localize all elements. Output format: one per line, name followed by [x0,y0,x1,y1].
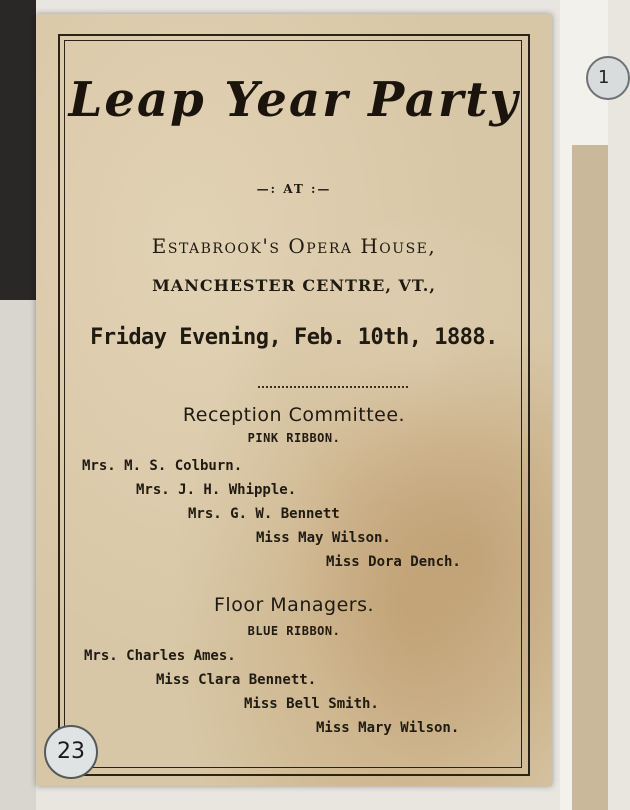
reception-name: Mrs. M. S. Colburn. [82,458,243,474]
dotted-divider [258,386,408,388]
left-paper-edge [0,300,36,810]
reception-name: Mrs. G. W. Bennett [188,506,340,522]
adjacent-page-badge: 1 [586,56,630,100]
pink-ribbon-label: PINK RIBBON. [247,431,341,445]
at-line: —: AT :— [256,182,332,196]
adjacent-card-edge [572,145,608,810]
page-number-badge: 23 [44,725,98,779]
floor-managers-heading: Floor Managers. [213,594,375,616]
floor-manager-name: Miss Mary Wilson. [316,720,460,736]
reception-name: Miss May Wilson. [256,530,391,546]
floor-manager-name: Miss Clara Bennett. [156,672,317,688]
floor-manager-name: Miss Bell Smith. [244,696,379,712]
floor-manager-name: Mrs. Charles Ames. [84,648,236,664]
blue-ribbon-label: BLUE RIBBON. [247,624,341,638]
venue-name: Estabrook's Opera House, [151,234,437,258]
reception-name: Miss Dora Dench. [326,554,461,570]
event-date: Friday Evening, Feb. 10th, 1888. [90,325,498,350]
invitation-card [36,14,552,786]
reception-heading: Reception Committee. [182,404,406,426]
card-title: Leap Year Party [68,72,520,128]
reception-name: Mrs. J. H. Whipple. [136,482,297,498]
venue-location: MANCHESTER CENTRE, VT., [152,276,436,295]
left-background-strip [0,0,36,810]
